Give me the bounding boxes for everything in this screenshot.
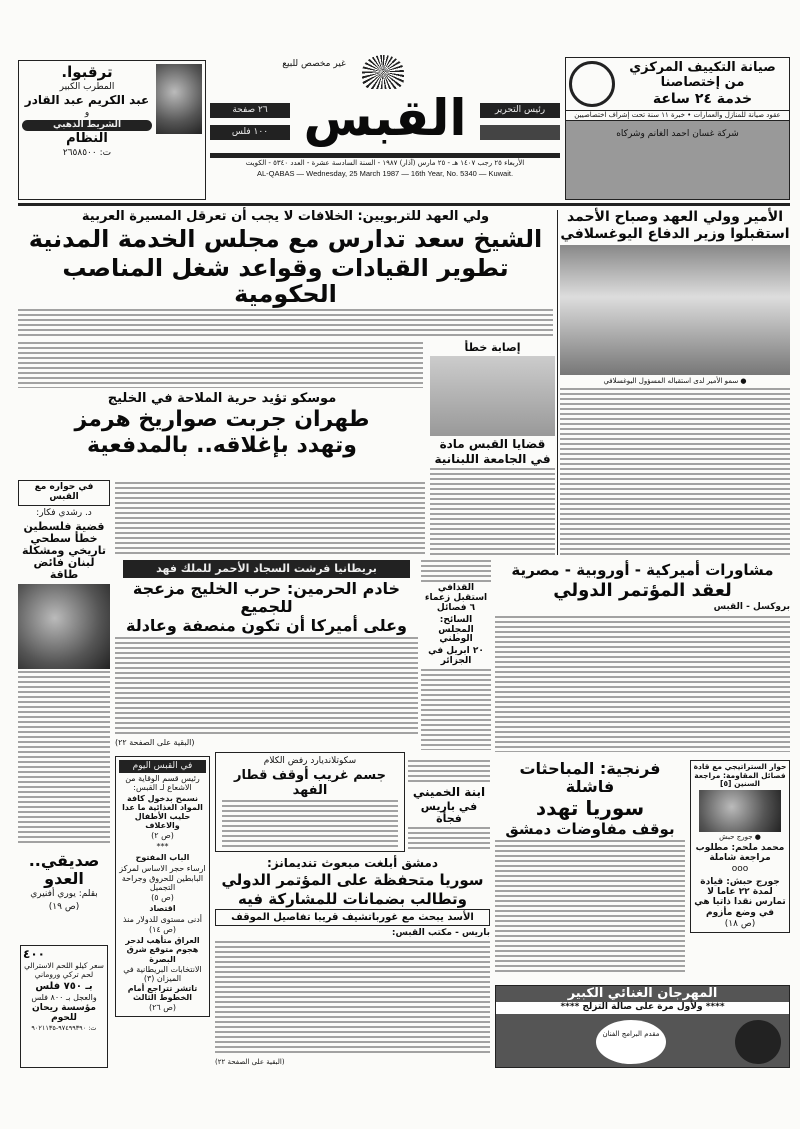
box-item: الانتخابات البريطانية في الميزان (٣): [123, 964, 202, 983]
box-item: نسمح بدخول كافة المواد الغذائية ما عدا حليب الأطفال والاعلاف: [122, 793, 203, 831]
saad-story: [18, 210, 553, 338]
ad-text: المطرب الكبير: [59, 81, 115, 92]
headline: القذافي استقبل زعماء ٦ فصائل: [424, 583, 488, 613]
kicker: ولي العهد للتربويين: الخلافات لا يجب أن تعرقل المسيرة العربية: [81, 209, 490, 224]
frangieh-story: [495, 760, 685, 975]
byline: بقلم: يوري أفنيري: [30, 889, 98, 900]
article-text: [408, 827, 490, 852]
ad-text: لحم تركي وروماني: [34, 970, 94, 980]
concert-ad: [18, 60, 206, 200]
headline: إصابة خطأ: [464, 341, 521, 354]
ad-text: عقود صيانة للمنازل والعمارات • خبرة ١١ سنة تحت إشراف اختصاصيين: [566, 110, 789, 121]
headline: محمد ملحم: مطلوب مراجعة شاملة: [695, 842, 785, 863]
not-for-sale: غير مخصص للبيع: [282, 59, 346, 69]
ad-text: من إختصاصنا: [660, 75, 745, 91]
ad-phone: ت: ٢٦٥٨٥٠٠: [62, 147, 112, 158]
page-ref: (ص ٢٦): [148, 1003, 177, 1013]
article-text: [421, 669, 491, 750]
article-text: [215, 941, 490, 1056]
headline: في باريس فجأة: [420, 800, 478, 826]
editor-name-bar: [480, 125, 560, 140]
singer-photo: [156, 64, 202, 134]
ad-company: شركة غسان احمد الغانم وشركاه: [566, 121, 789, 199]
newspaper-logo: القبس: [303, 89, 467, 147]
header-rule: [18, 203, 790, 206]
dateline: بروكسل - القبس: [713, 602, 790, 613]
ad-text: عبد الكريم عبد القادر: [24, 92, 150, 107]
article-text: [421, 560, 491, 582]
ad-title: المهرجان الغنائي الكبير: [567, 986, 718, 1001]
interviewee-name: د. رشدي فكار:: [36, 507, 92, 518]
banner: بريطانيا فرشت السجاد الأحمر للملك فهد: [123, 560, 410, 578]
page-ref: (ص ٢): [151, 831, 174, 841]
main-headline: الشيخ سعد تدارس مع مجلس الخدمة المدنية: [28, 225, 543, 254]
ac-service-ad: [565, 57, 790, 200]
headline: الأمير وولي العهد وصباح الأحمد: [566, 209, 783, 225]
photo-caption: ● جورج حبش: [719, 832, 761, 841]
ad-text: ترقبوا.: [61, 63, 113, 81]
ad-text: والعجل بـ ٨٠٠ فلس: [31, 992, 97, 1002]
habash-box: [690, 760, 790, 933]
headline: خادم الحرمين: حرب الخليج مزعجة للجميع: [132, 579, 401, 616]
ac-ad-top: [566, 58, 789, 110]
box-item: اقتصاد: [149, 903, 176, 913]
headline: سوريا تهدد: [535, 796, 645, 821]
interview-tag: في حواره مع القبس: [18, 480, 110, 506]
article-text: [495, 840, 685, 975]
editor-label: رئيس التحرير: [480, 103, 560, 118]
avneri-column: [18, 852, 110, 940]
fakkar-interview: [18, 480, 110, 846]
box-item: ارساء حجر الاساس لمركز البابطين للحروق وجراحة التجميل: [119, 864, 206, 892]
mid-column: [430, 342, 555, 556]
stopwatch-icon: [569, 61, 615, 107]
train-story-box: [215, 752, 405, 852]
qadhafi-story: [421, 560, 491, 750]
ad-text: **** ولأول مرة على صالة التزلج ****: [496, 1002, 789, 1013]
separator: ooo: [731, 864, 749, 875]
box-item: أدنى مستوى للدولار منذ: [122, 914, 202, 924]
separator: ***: [156, 842, 169, 852]
ad-text: سعر كيلو اللحم الاسترالي: [24, 961, 104, 971]
page-count: ٢٦ صفحة: [210, 103, 290, 118]
date-line-english: AL-QABAS — Wednesday, 25 March 1987 — 16th Year, No. 5340 — Kuwait.: [256, 168, 514, 178]
page-ref: (ص ١٤): [148, 925, 177, 935]
headline: مشاورات أميركية - أوروبية - مصرية: [511, 561, 774, 579]
headline: سوريا متحفظة على المؤتمر الدولي: [221, 871, 484, 890]
article-text: [18, 309, 553, 338]
box-item: الباب المفتوح: [135, 853, 190, 863]
in-today-box: [115, 756, 210, 1017]
column-rule: [557, 210, 558, 555]
khomeini-story: [408, 760, 490, 852]
article-text: [408, 760, 490, 784]
headline: قضية فلسطين خطأ سطحي تاريخي ومشكلة لبنان فائض طاقة: [21, 520, 106, 582]
headline: بوقف مفاوضات دمشق: [505, 820, 675, 839]
kicker: سكوتلانديارد رفض الكلام: [263, 756, 357, 766]
box-item: العراق متأهب لدحر هجوم متوقع شرق البصرة: [125, 936, 200, 964]
page-ref: (ص ٥): [151, 892, 174, 902]
continued-note: (البقية على الصفحة ٢٢): [115, 738, 195, 747]
headline: السائح: المجلس الوطني: [438, 614, 474, 645]
ad-text: و: [84, 107, 90, 118]
article-text: [115, 482, 425, 556]
kicker: دمشق أبلغت مبعوث تنديمانز:: [267, 856, 438, 870]
article-text: [560, 388, 790, 555]
conference-story: [495, 562, 790, 752]
headline: فرنجية: المباحثات فاشلة: [519, 759, 661, 796]
box-title: في القبس اليوم: [119, 760, 206, 773]
article-photo: [430, 356, 555, 436]
ad-brand: النظام: [66, 131, 108, 147]
photo-caption: ● سمو الأمير لدى استقباله المسؤول اليوغسلافي: [603, 376, 747, 385]
ad-text: صيانة التكييف المركزي: [629, 60, 776, 75]
headline: جورج حبش: قيادة لمدة ٢٢ عاما لا تمارس نقدا ذاتيا هي في وضع مأزوم: [694, 876, 786, 918]
headline: ٢٠ ابريل في الجزائر: [428, 646, 484, 667]
article-text: [495, 616, 790, 752]
ad-text: ٤٠٠: [23, 947, 45, 961]
globe-graphic: [735, 1020, 781, 1064]
fakkar-photo: [18, 584, 110, 669]
main-headline: تطوير القيادات وقواعد شغل المناصب الحكومية: [62, 253, 509, 309]
ac-ad-text: [619, 61, 786, 107]
sun-emblem-icon: [362, 55, 404, 89]
ad-text: مقدم البرامج الفنان: [596, 1020, 666, 1064]
habash-photo: [699, 790, 781, 832]
masthead: [210, 55, 560, 200]
concert-ad-text: [22, 64, 152, 196]
ad-brand: مؤسسة ريحان للحوم: [32, 1002, 96, 1023]
headline: في الجامعة اللبنانية: [434, 452, 551, 467]
meat-ad: [20, 945, 108, 1068]
headline: لعقد المؤتمر الدولي: [553, 579, 732, 601]
article-text: [18, 671, 110, 847]
hormuz-story: [18, 392, 426, 476]
box-item: رئيس قسم الوقاية من الاشعاع لـ القبس:: [125, 774, 200, 793]
headline: طهران جربت صواريخ هرمز: [74, 407, 370, 433]
festival-ad: [495, 985, 790, 1068]
continued-note: (البقية على الصفحة ٢٢): [215, 1058, 285, 1067]
emir-photo: [560, 245, 790, 375]
article-text: [222, 800, 398, 848]
date-line-arabic: الأربعاء ٢٥ رجب ١٤٠٧ هـ - ٢٥ مارس (آذار) ١٩٨٧ - السنة السادسة عشرة - العدد ٥٣٤٠ - الكويت: [245, 159, 525, 167]
page-ref: (ص ١٩): [48, 902, 80, 913]
date-block: [210, 153, 560, 178]
kicker: موسكو تؤيد حرية الملاحة في الخليج: [107, 391, 337, 406]
headline: استقبلوا وزير الدفاع اليوغسلافي: [560, 226, 790, 243]
page-ref: (ص ١٨): [724, 918, 756, 929]
subheadline: الأسد يبحث مع غورباتشيف قريبا تفاصيل الموقف: [215, 909, 490, 926]
headline: وتهدد بإغلاقه.. بالمدفعية: [87, 433, 357, 459]
fahd-story: [115, 560, 418, 748]
ad-text: خدمة ٢٤ ساعة: [652, 90, 753, 107]
headline: ابنة الخميني: [412, 785, 486, 799]
price: ١٠٠ فلس: [210, 125, 290, 140]
ad-phone: ت: ٩٧٤٩٩٣٩٠-٩٠٢١١٣٥: [31, 1024, 97, 1033]
ad-text: الشريط الذهبي: [22, 120, 152, 131]
masthead-rule: [210, 153, 560, 158]
article-text: [430, 468, 555, 556]
headline: قضايا القبس مادة: [439, 437, 546, 452]
headline: وعلى أميركا أن تكون منصفة وعادلة: [126, 616, 407, 636]
dateline: باريس - مكتب القبس:: [391, 928, 490, 939]
syria-story: [215, 857, 490, 1067]
headline: وتطالب بضمانات للمشاركة فيه: [237, 889, 468, 908]
box-item: تاتشر تتراجع أمام الخطوط الثالث: [127, 984, 198, 1003]
article-text: [115, 637, 418, 736]
ad-text: بـ ٧٥٠ فلس: [35, 980, 93, 992]
headline: صديقي.. العدو: [28, 851, 100, 888]
headline: جسم غريب أوقف قطار الفهد: [233, 768, 387, 798]
series-tag: حوار الستراتيجي مع قادة فصائل المقاومة: مراجعة السنين [٥]: [693, 762, 787, 789]
emir-story: [560, 210, 790, 555]
article-text: [18, 342, 423, 388]
